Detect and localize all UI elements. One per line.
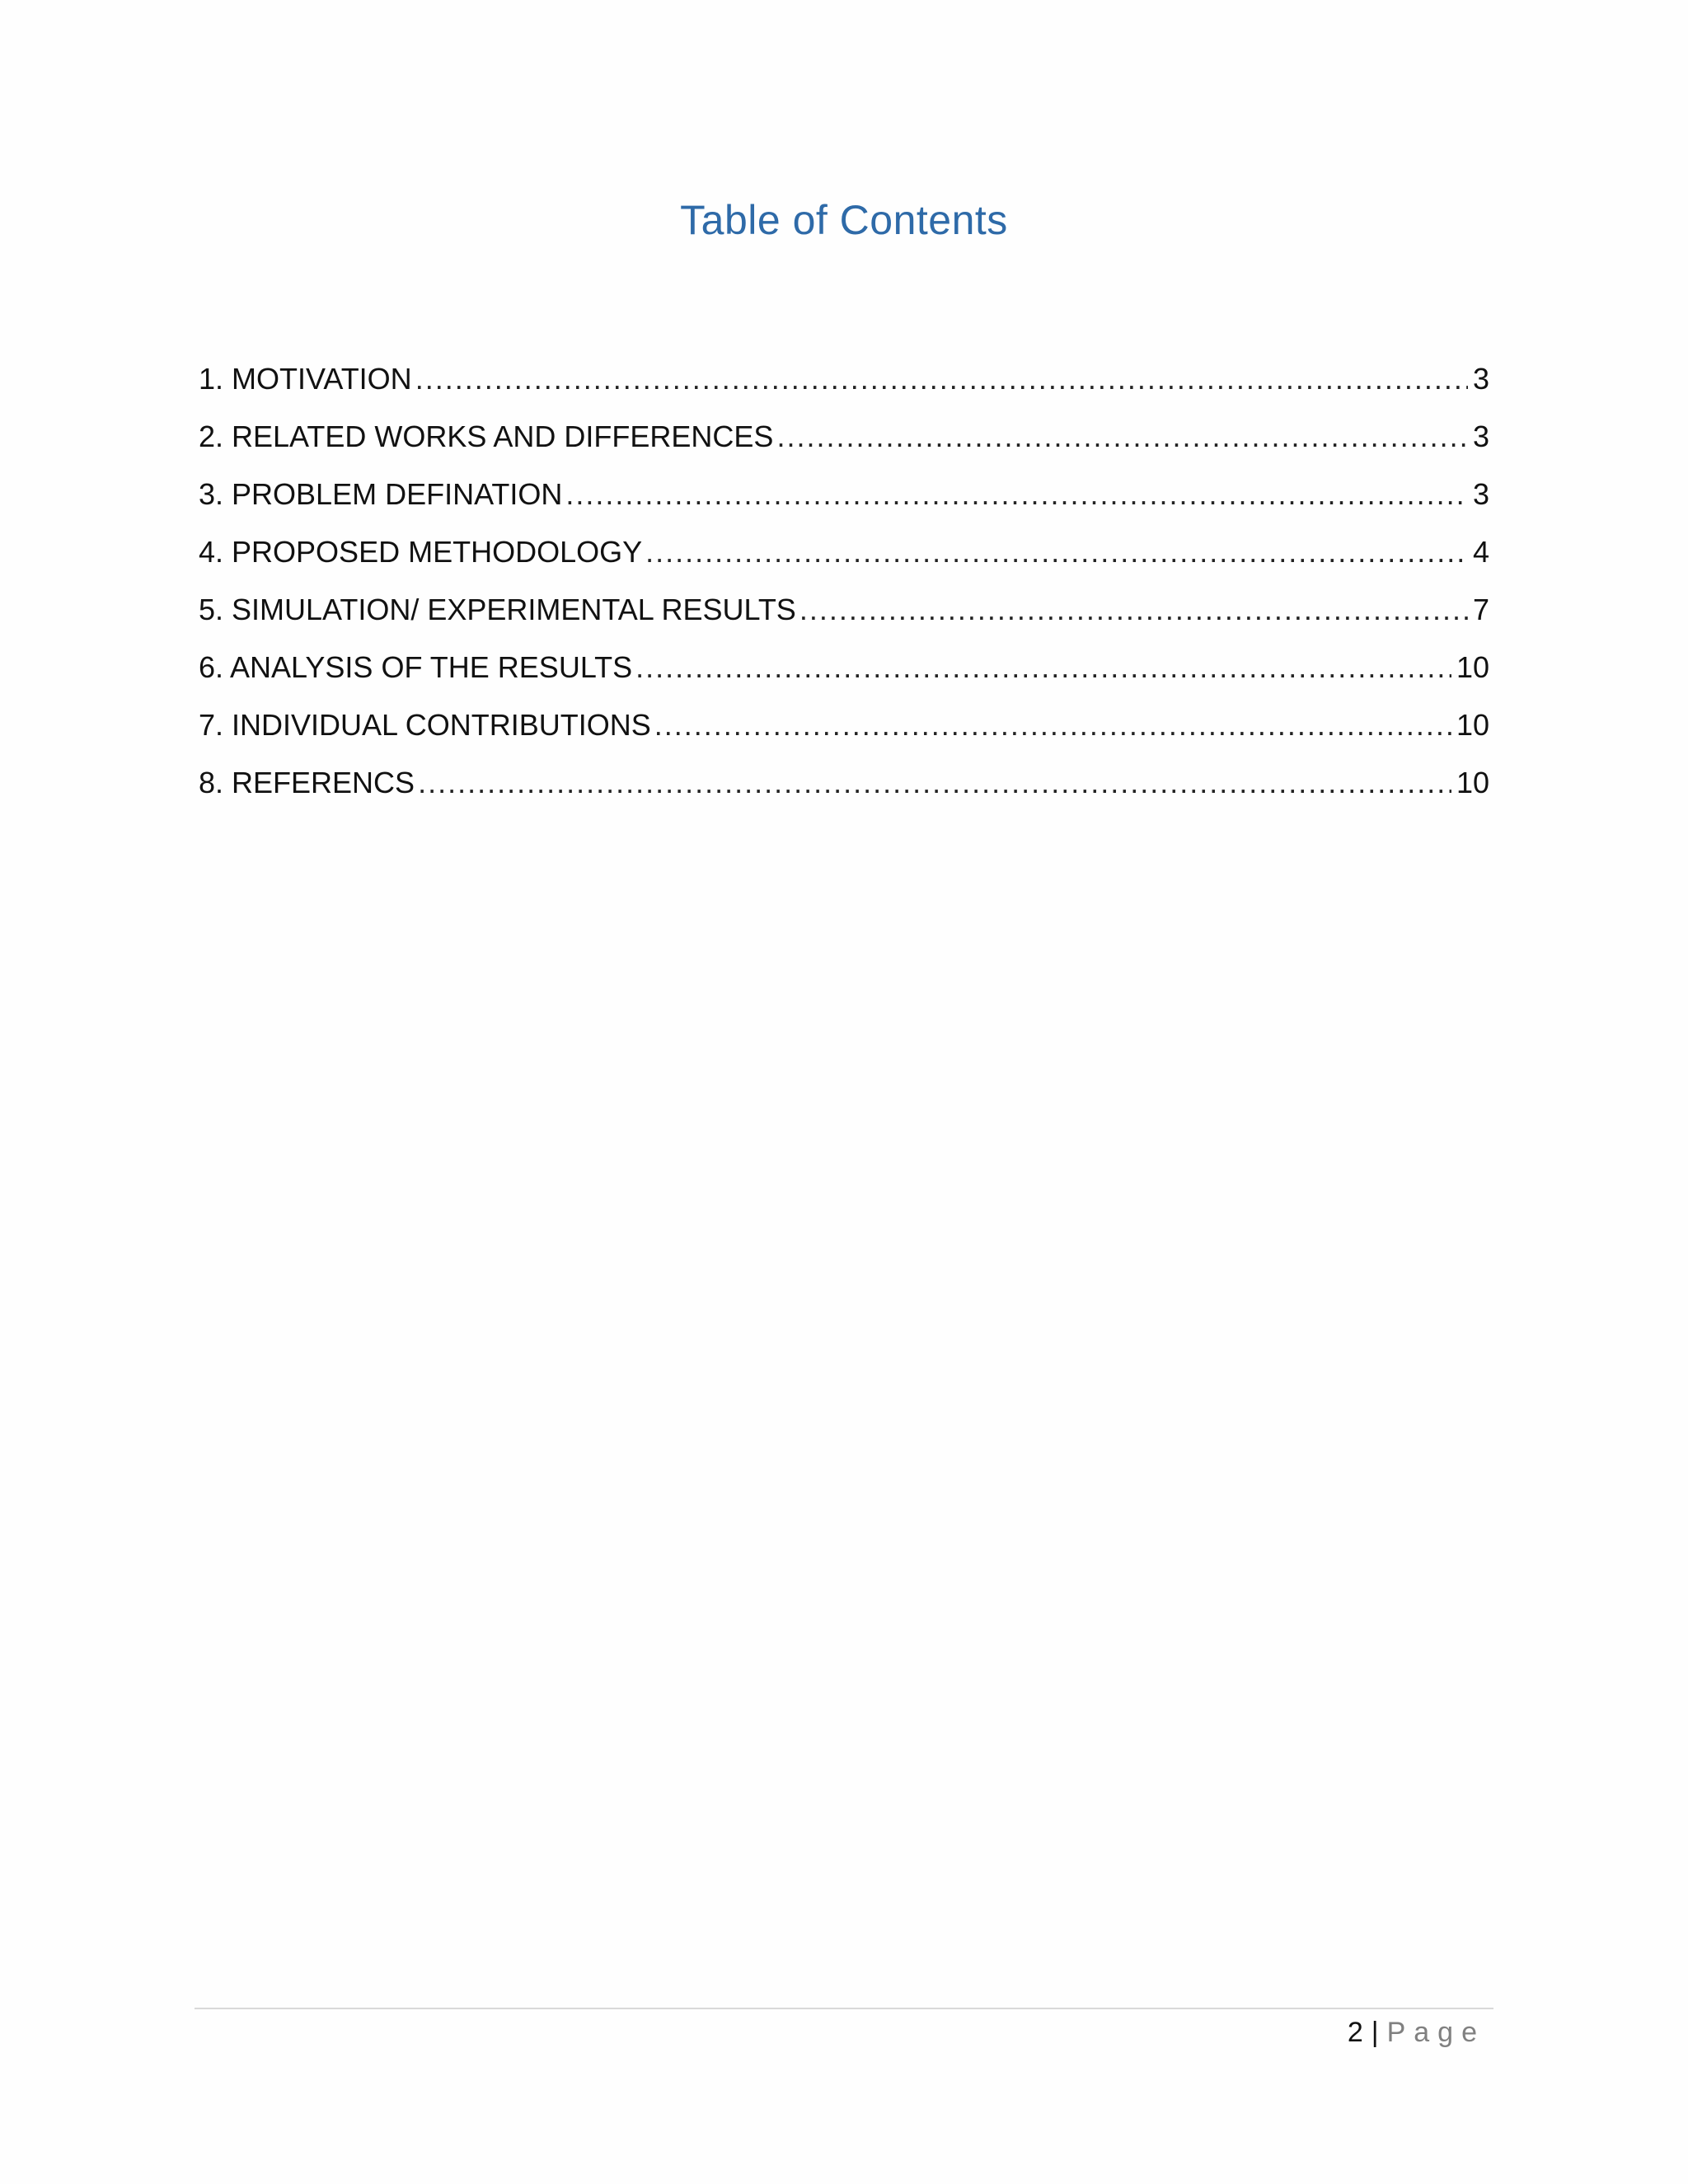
toc-dot-leader <box>799 587 1468 633</box>
toc-list <box>199 356 1489 818</box>
toc-title: Table of Contents <box>680 197 1008 243</box>
toc-dot-leader <box>635 644 1451 691</box>
toc-entry-label: 3. PROBLEM DEFINATION <box>199 477 563 511</box>
toc-entry-references[interactable] <box>199 760 1489 818</box>
toc-entry-individual-contributions[interactable] <box>199 702 1489 760</box>
toc-entry-page: 10 <box>1456 708 1489 742</box>
page-footer <box>1348 2014 1485 2050</box>
toc-entry-label: 4. PROPOSED METHODOLOGY <box>199 535 643 569</box>
toc-entry-motivation[interactable] <box>199 356 1489 414</box>
toc-entry-label: 2. RELATED WORKS AND DIFFERENCES <box>199 419 774 453</box>
toc-entry-label: 5. SIMULATION/ EXPERIMENTAL RESULTS <box>199 593 796 626</box>
toc-entry-page: 10 <box>1456 650 1489 684</box>
toc-entry-page: 10 <box>1456 766 1489 799</box>
footer-page-number: 2 <box>1347 2017 1363 2048</box>
footer-separator: | <box>1371 2017 1379 2048</box>
toc-entry-page: 3 <box>1472 419 1489 453</box>
toc-dot-leader <box>565 471 1468 518</box>
toc-entry-analysis[interactable] <box>199 644 1489 702</box>
toc-entry-page: 7 <box>1472 593 1489 626</box>
toc-dot-leader <box>776 414 1468 460</box>
toc-dot-leader <box>645 529 1468 575</box>
footer-divider <box>195 2008 1493 2009</box>
toc-entry-label: 7. INDIVIDUAL CONTRIBUTIONS <box>199 708 651 742</box>
toc-entry-simulation-results[interactable] <box>199 587 1489 644</box>
toc-entry-label: 6. ANALYSIS OF THE RESULTS <box>199 650 633 684</box>
toc-dot-leader <box>654 702 1451 748</box>
toc-entry-proposed-methodology[interactable] <box>199 529 1489 587</box>
toc-entry-page: 4 <box>1472 535 1489 569</box>
toc-entry-problem-definition[interactable] <box>199 471 1489 529</box>
toc-entry-page: 3 <box>1472 362 1489 396</box>
toc-entry-label: 1. MOTIVATION <box>199 362 412 396</box>
footer-page-word: Page <box>1386 2017 1485 2048</box>
toc-entry-label: 8. REFERENCS <box>199 766 415 799</box>
toc-dot-leader <box>415 356 1468 402</box>
toc-entry-related-works[interactable] <box>199 414 1489 471</box>
toc-dot-leader <box>418 760 1451 806</box>
toc-entry-page: 3 <box>1472 477 1489 511</box>
